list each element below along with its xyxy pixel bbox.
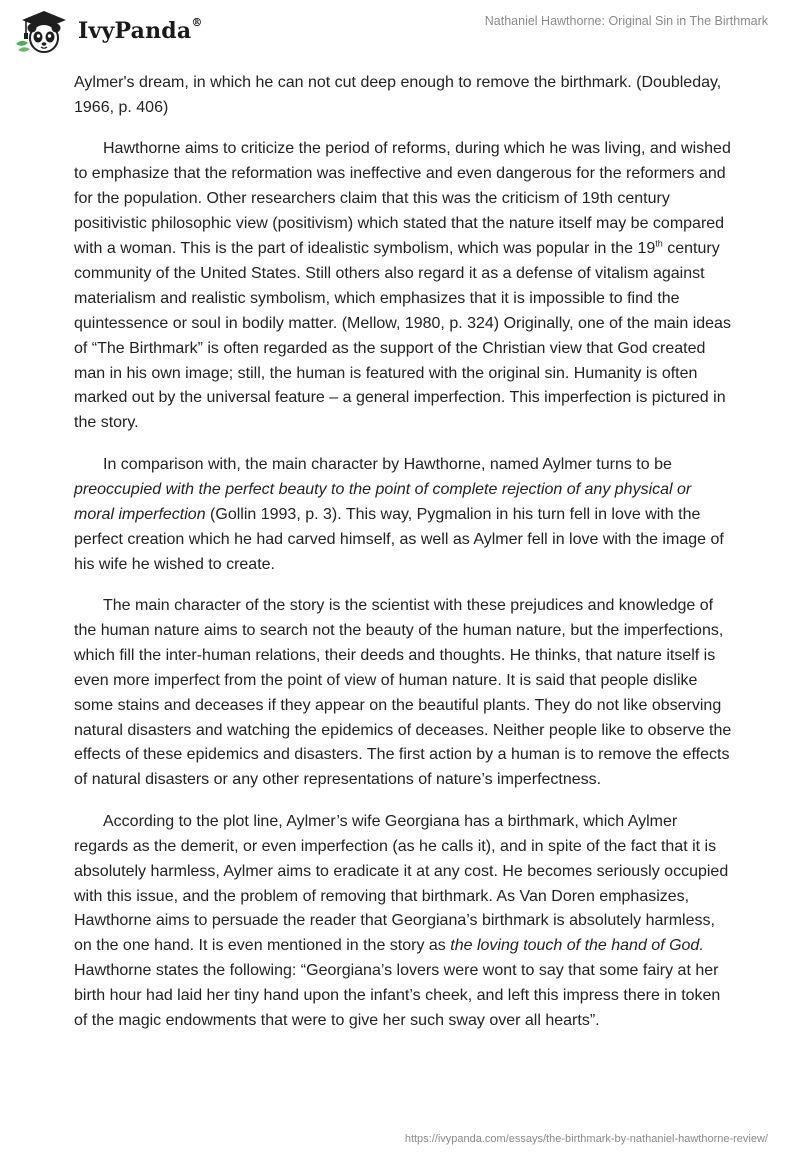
paragraph-2-text-a: Hawthorne aims to criticize the period of reforms, during which he was living, and wished to emphasize that the reformation was ineffective and even dangerous for the reformers and for the population. Other researchers claim that this was the criticism of 19th century positivistic philosophic view (positivism) which stated that the nature itself may be compared with a woman. This is the part of idealistic symbolism, which was popular in the 19 xyxy=(74,140,731,258)
paragraph-3-text-a: In comparison with, the main character by Hawthorne, named Aylmer turns to be xyxy=(103,455,672,473)
paragraph-5-italic: the loving touch of the hand of God. xyxy=(450,937,704,955)
paragraph-3 xyxy=(74,453,734,578)
paragraph-3-text-b: (Gollin 1993, p. 3). This way, Pygmalion in his turn fell in love with the perfect creation which he had carved himself, as well as Aylmer fell in love with the image of his wife he wished to create. xyxy=(74,505,724,573)
paragraph-4: The main character of the story is the scientist with these prejudices and knowledge of the human nature aims to search not the beauty of the human nature, but the imperfections, which fill the inter-human relations, their deeds and thoughts. He thinks, that nature itself is even more imperfect from the point of view of human nature. It is said that people dislike some stains and deceases if they appear on the beautiful plants. They do not like observing natural disasters and watching the epidemics of deceases. Neither people like to observe the effects of these epidemics and disasters. The first action by a human is to remove the effects of natural disasters or any other representations of nature’s imperfectness. xyxy=(74,597,732,789)
document-title: Nathaniel Hawthorne: Original Sin in The Birthmark xyxy=(484,14,768,28)
essay-body xyxy=(74,71,734,1051)
paragraph-1: Aylmer's dream, in which he can not cut deep enough to remove the birthmark. (Doubleday, 1966, p. 406) xyxy=(74,74,722,116)
paragraph-3-italic: preoccupied with the perfect beauty to the point of complete rejection of any physical or moral imperfection xyxy=(74,480,692,523)
registered-mark: ® xyxy=(191,15,203,29)
logo[interactable] xyxy=(14,8,203,54)
ordinal-suffix: th xyxy=(655,238,663,249)
paragraph-2-text-b: century community of the United States. Still others also regard it as a defense of vitalism against materialism and realistic symbolism, which emphasizes that it is impossible to find the quintessence or soul in bodily matter. (Mellow, 1980, p. 324) Originally, one of the main ideas of “The Birthmark” is often regarded as the support of the Christian view that God created man in his own image; still, the human is featured with the original sin. Humanity is often marked out by the universal feature – a general imperfection. This imperfection is pictured in the story. xyxy=(74,240,731,432)
source-url-link[interactable]: https://ivypanda.com/essays/the-birthmark-by-nathaniel-hawthorne-review/ xyxy=(404,1133,768,1145)
paragraph-5-text-a: According to the plot line, Aylmer’s wife Georgiana has a birthmark, which Aylmer regards as the demerit, or even imperfection (as he calls it), and in spite of the fact that it is absolutely harmless, Aylmer aims to eradicate it at any cost. He becomes seriously occupied with this issue, and the problem of removing that birthmark. As Van Doren emphasizes, Hawthorne aims to persuade the reader that Georgiana’s birthmark is absolutely harmless, on the one hand. It is even mentioned in the story as xyxy=(74,812,729,955)
brand-text: IvyPanda xyxy=(78,18,192,44)
paragraph-2 xyxy=(74,137,734,436)
paragraph-5-text-b: Hawthorne states the following: “Georgiana’s lovers were wont to say that some fairy at her birth hour had laid her tiny hand upon the infant’s cheek, and left this impress there in token of the magic endowments that were to give her such sway over all hearts”. xyxy=(74,962,721,1030)
paragraph-5 xyxy=(74,810,734,1034)
page-header xyxy=(0,0,800,70)
panda-mascot-icon xyxy=(14,8,72,54)
brand-name xyxy=(78,15,203,44)
